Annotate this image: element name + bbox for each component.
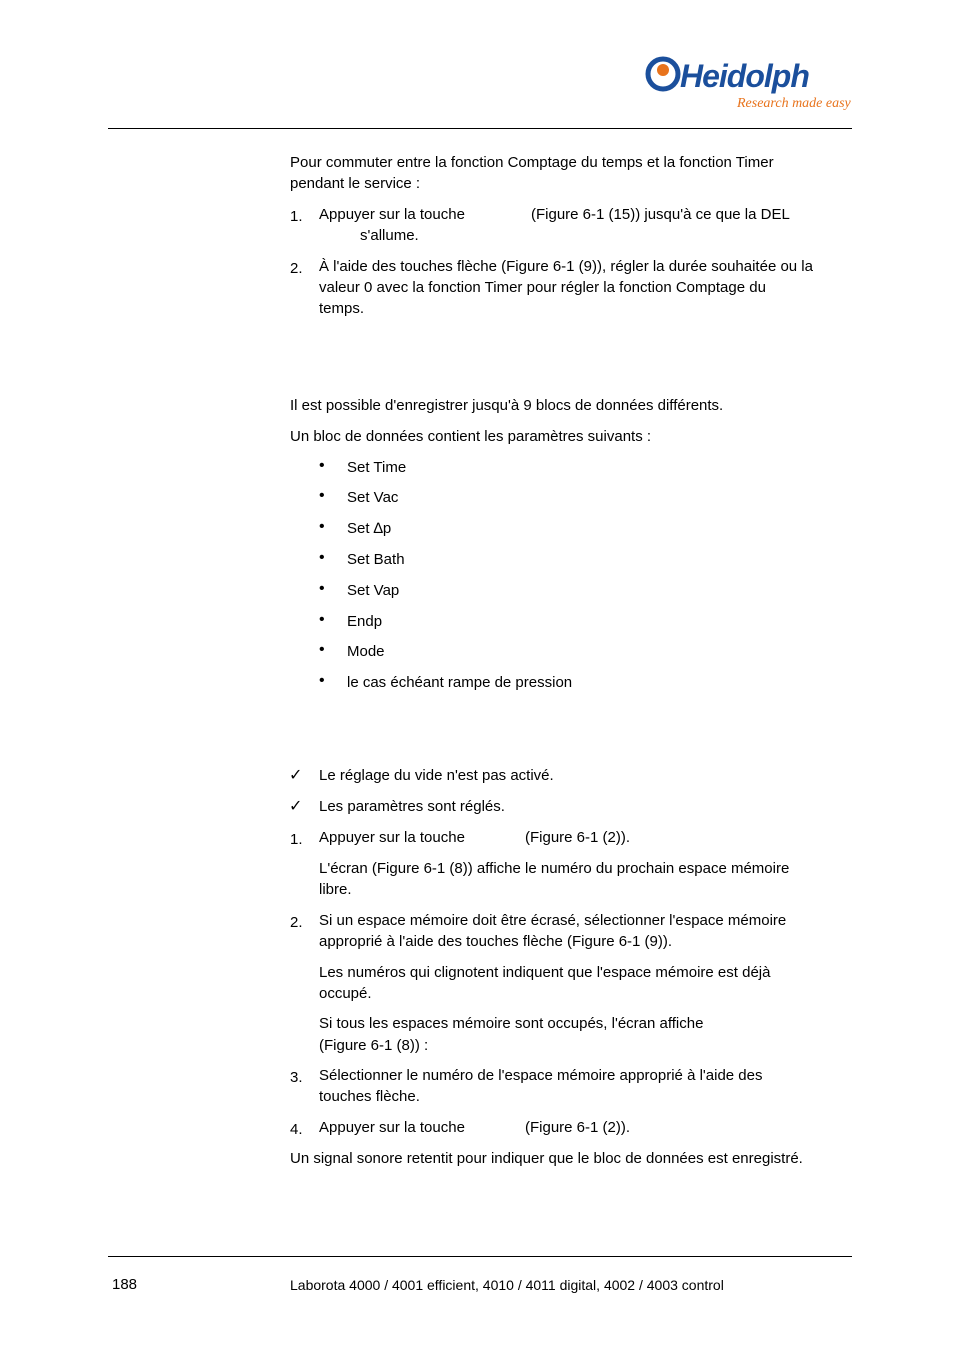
save-step-2-note1-line-2: occupé. — [319, 985, 372, 1002]
save-step-1-number: 1. — [290, 831, 303, 848]
timer-intro-line-1: Pour commuter entre la fonction Comptage du temps et la fonction Timer — [290, 154, 774, 171]
timer-step-1-text-c: s'allume. — [360, 227, 419, 244]
bullet-icon: • — [319, 672, 325, 689]
save-step-2-note2-line-1: Si tous les espaces mémoire sont occupés, l'écran affiche — [319, 1015, 704, 1032]
logo-tagline: Research made easy — [737, 96, 851, 111]
bullet-item-endp: Endp — [347, 613, 383, 630]
page-number: 188 — [112, 1276, 138, 1293]
prereq-parameters-set: Les paramètres sont réglés. — [319, 798, 505, 815]
heidolph-logo — [645, 52, 857, 114]
save-step-3-line-1: Sélectionner le numéro de l'espace mémoire approprié à l'aide des — [319, 1067, 763, 1084]
check-icon: ✓ — [289, 798, 303, 815]
timer-step-2-number: 2. — [290, 260, 303, 277]
save-step-4-text-a: Appuyer sur la touche — [319, 1119, 465, 1136]
save-final-paragraph: Un signal sonore retentit pour indiquer que le bloc de données est enregistré. — [290, 1150, 803, 1167]
save-step-2-line-1: Si un espace mémoire doit être écrasé, sélectionner l'espace mémoire — [319, 912, 787, 929]
save-step-3-number: 3. — [290, 1069, 303, 1086]
bullet-item-mode: Mode — [347, 643, 385, 660]
bullet-icon: • — [319, 457, 325, 474]
logo-wordmark: Heidolph — [680, 58, 809, 94]
prereq-vacuum-inactive: Le réglage du vide n'est pas activé. — [319, 767, 554, 784]
header-rule — [108, 128, 852, 129]
bullet-item-pressure-ramp: le cas échéant rampe de pression — [347, 674, 573, 691]
check-icon: ✓ — [289, 767, 303, 784]
save-step-2-line-2: approprié à l'aide des touches flèche (Figure 6-1 (9)). — [319, 933, 673, 950]
bullet-icon: • — [319, 518, 325, 535]
logo-dot-icon — [657, 64, 669, 76]
timer-step-1-text-a: Appuyer sur la touche — [319, 206, 465, 223]
bullet-icon: • — [319, 549, 325, 566]
bullet-item-set-vap: Set Vap — [347, 582, 400, 599]
bullet-icon: • — [319, 580, 325, 597]
timer-step-2-line-3: temps. — [319, 300, 365, 317]
footer-rule — [108, 1256, 852, 1257]
bullet-icon: • — [319, 641, 325, 658]
timer-step-1-number: 1. — [290, 208, 303, 225]
save-step-2-number: 2. — [290, 914, 303, 931]
bullet-icon: • — [319, 487, 325, 504]
save-step-1-text-a: Appuyer sur la touche — [319, 829, 465, 846]
save-step-1-note-line-2: libre. — [319, 881, 352, 898]
blocks-paragraph-2: Un bloc de données contient les paramètres suivants : — [290, 428, 652, 445]
save-step-2-note2-line-2: (Figure 6-1 (8)) : — [319, 1037, 429, 1054]
timer-step-2-line-1: À l'aide des touches flèche (Figure 6-1 (9)), régler la durée souhaitée ou la — [319, 258, 813, 275]
bullet-item-set-time: Set Time — [347, 459, 407, 476]
save-step-1-note-line-1: L'écran (Figure 6-1 (8)) affiche le numéro du prochain espace mémoire — [319, 860, 790, 877]
timer-intro-line-2: pendant le service : — [290, 175, 421, 192]
bullet-item-set-vac: Set Vac — [347, 489, 399, 506]
save-step-3-line-2: touches flèche. — [319, 1088, 420, 1105]
bullet-item-set-bath: Set Bath — [347, 551, 405, 568]
blocks-paragraph-1: Il est possible d'enregistrer jusqu'à 9 blocs de données différents. — [290, 397, 724, 414]
bullet-item-set-dp: Set ∆p — [347, 520, 392, 537]
save-step-2-note1-line-1: Les numéros qui clignotent indiquent que l'espace mémoire est déjà — [319, 964, 771, 981]
bullet-icon: • — [319, 611, 325, 628]
save-step-4-number: 4. — [290, 1121, 303, 1138]
timer-step-2-line-2: valeur 0 avec la fonction Timer pour régler la fonction Comptage du — [319, 279, 766, 296]
save-step-4-text-b: (Figure 6-1 (2)). — [525, 1119, 631, 1136]
save-step-1-text-b: (Figure 6-1 (2)). — [525, 829, 631, 846]
footer-product-line: Laborota 4000 / 4001 efficient, 4010 / 4011 digital, 4002 / 4003 control — [290, 1277, 724, 1293]
timer-step-1-text-b: (Figure 6-1 (15)) jusqu'à ce que la DEL — [531, 206, 790, 223]
